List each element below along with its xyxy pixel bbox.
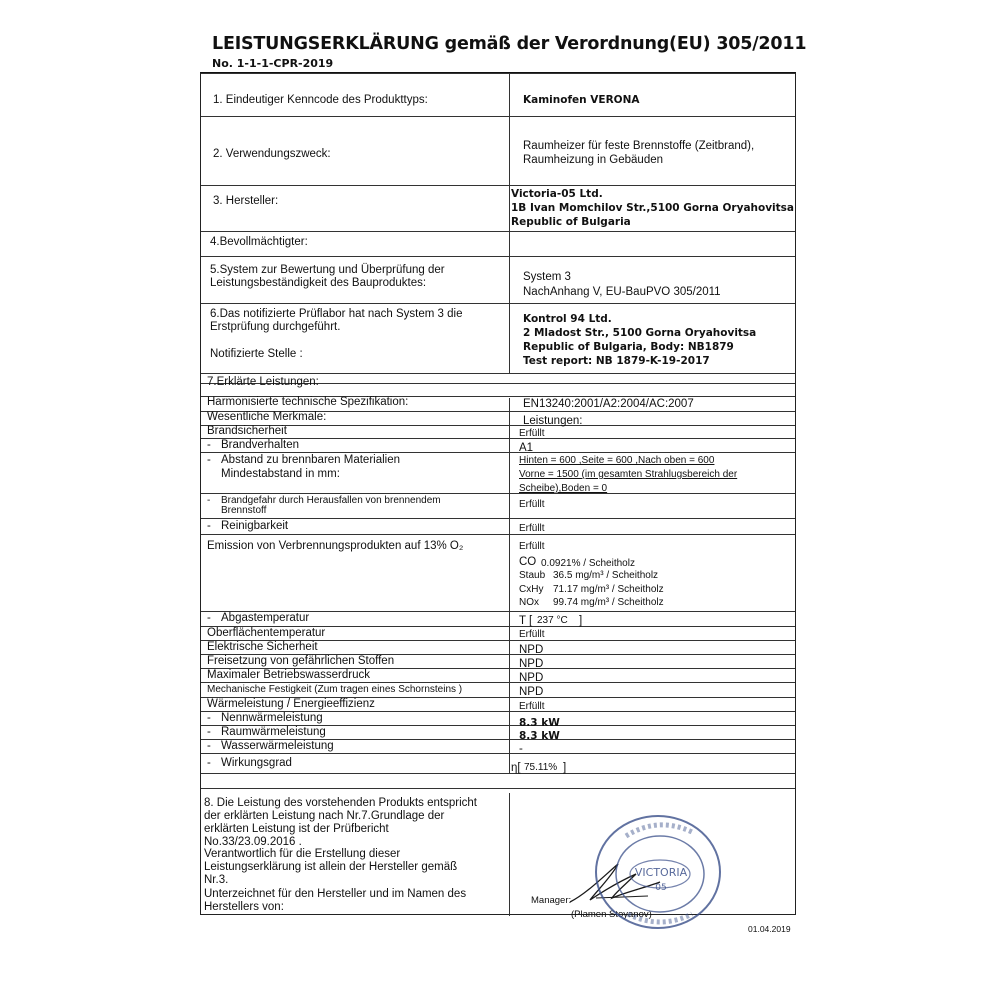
wirkungsgrad-label: Wirkungsgrad (221, 757, 292, 769)
freisetzung-value: NPD (519, 658, 544, 670)
row-divider (201, 373, 795, 374)
row-3-value-line-2: 1B Ivan Momchilov Str.,5100 Gorna Oryahovitsa (511, 202, 795, 214)
elektrische-label: Elektrische Sicherheit (207, 641, 318, 653)
emission-value: Erfüllt (519, 541, 545, 552)
row-divider (201, 231, 795, 232)
row-3-label: 3. Hersteller: (213, 195, 279, 207)
merkmale-value: Leistungen: (523, 415, 583, 427)
abstand-value-line-3: Scheibe),Boden = 0 (519, 483, 608, 494)
column-divider (509, 73, 510, 373)
abstand-label-line-1: Abstand zu brennbaren Materialien (221, 454, 401, 466)
manager-name: (Plamen Stoyanov) (571, 909, 652, 920)
row-6-label-line-1: 6.Das notifizierte Prüflabor hat nach System 3 die (210, 308, 463, 320)
emission-cxhy-value: 71.17 mg/m³ / Scheitholz (553, 584, 664, 595)
bullet-dash: - (207, 520, 211, 532)
stamp-text: VICTORIA (634, 866, 688, 879)
abgastemperatur-suffix: ] (579, 615, 583, 627)
section-8-line-6: Leistungserklärung ist allein der Hersteller gemäß (204, 861, 458, 873)
wasserwaerme-value: - (519, 743, 523, 755)
abstand-label-line-2: Mindestabstand in mm: (221, 468, 340, 480)
stamp-number: 05 (655, 883, 667, 893)
emission-staub-value: 36.5 mg/m³ / Scheitholz (553, 570, 659, 581)
row-divider (201, 256, 795, 257)
brandgefahr-value: Erfüllt (519, 499, 545, 510)
wasserwaerme-label: Wasserwärmeleistung (221, 740, 334, 752)
abgastemperatur-value: 237 °C (537, 615, 568, 626)
bullet-dash: - (207, 439, 211, 451)
row-2-value-line-1: Raumheizer für feste Brennstoffe (Zeitbrand), (523, 140, 755, 152)
abstand-value-line-1: Hinten = 600 ,Seite = 600 ,Nach oben = 600 (519, 455, 715, 466)
section-8-line-1: 8. Die Leistung des vorstehenden Produkts entspricht (204, 797, 477, 809)
row-divider (201, 116, 795, 117)
row-3-value-line-3: Republic of Bulgaria (511, 216, 631, 228)
freisetzung-label: Freisetzung von gefährlichen Stoffen (207, 655, 395, 667)
column-divider (509, 398, 510, 773)
section-8-line-9: Herstellers von: (204, 901, 284, 913)
section-8-line-5: Verantwortlich für die Erstellung dieser (204, 848, 401, 860)
section-8-line-4: No.33/23.09.2016 . (204, 836, 302, 848)
raumwaerme-value: 8.3 kW (519, 730, 560, 742)
row-divider (201, 185, 795, 186)
bullet-dash: - (207, 612, 211, 624)
bullet-dash: - (207, 726, 211, 738)
emission-co-value: 0.0921% / Scheitholz (541, 558, 635, 569)
brandverhalten-value: A1 (519, 442, 534, 454)
row-divider (201, 773, 795, 774)
row-2-value-line-2: Raumheizung in Gebäuden (523, 154, 664, 166)
abgastemperatur-prefix: T [ (519, 615, 533, 627)
row-5-label-line-1: 5.System zur Bewertung und Überprüfung der (210, 264, 445, 276)
manager-label: Manager: (531, 895, 572, 906)
brandsicherheit-label: Brandsicherheit (207, 425, 287, 437)
brandsicherheit-value: Erfüllt (519, 428, 545, 439)
row-6-value-line-2: 2 Mladost Str., 5100 Gorna Oryahovitsa (523, 327, 757, 339)
emission-nox-name: NOx (519, 597, 539, 608)
wirkungsgrad-prefix: η[ (511, 762, 521, 774)
row-1-label: 1. Eindeutiger Kenncode des Produkttyps: (213, 94, 428, 106)
row-5-value-line-1: System 3 (523, 271, 571, 283)
company-stamp (588, 810, 728, 935)
row-divider (201, 753, 795, 754)
row-divider (201, 425, 795, 426)
row-5-value-line-2: NachAnhang V, EU-BauPVO 305/2011 (523, 286, 721, 298)
reinigbarkeit-value: Erfüllt (519, 523, 545, 534)
reinigbarkeit-label: Reinigbarkeit (221, 520, 289, 532)
row-6-value-line-1: Kontrol 94 Ltd. (523, 313, 612, 325)
row-5-label-line-2: Leistungsbeständigkeit des Bauproduktes: (210, 277, 427, 289)
brandgefahr-label-line-1: Brandgefahr durch Herausfallen von brennendem (221, 495, 441, 506)
section-8-line-2: der erklärten Leistung nach Nr.7.Grundlage der (204, 810, 445, 822)
row-4-label: 4.Bevollmächtigter: (210, 236, 308, 248)
row-divider (201, 303, 795, 304)
waerme-value: Erfüllt (519, 701, 545, 712)
spec-label: Harmonisierte technische Spezifikation: (207, 396, 409, 408)
mechanische-value: NPD (519, 686, 544, 698)
bullet-dash: - (207, 740, 211, 752)
emission-co-name: CO (519, 556, 537, 568)
row-divider (201, 682, 795, 683)
brandgefahr-label-line-2: Brennstoff (221, 505, 267, 516)
row-divider (201, 493, 795, 494)
oberflaechen-label: Oberflächentemperatur (207, 627, 326, 639)
row-1-value: Kaminofen VERONA (523, 94, 640, 106)
nennwaerme-value: 8.3 kW (519, 717, 560, 729)
row-divider (201, 518, 795, 519)
page-title: LEISTUNGSERKLÄRUNG gemäß der Verordnung(EU) 305/2011 (212, 34, 807, 54)
row-6-value-line-4: Test report: NB 1879-K-19-2017 (523, 355, 710, 367)
row-3-value-line-1: Victoria-05 Ltd. (511, 188, 603, 200)
bullet-dash: - (207, 495, 211, 506)
signature-date: 01.04.2019 (748, 924, 791, 934)
oberflaechen-value: Erfüllt (519, 629, 545, 640)
section-8-line-3: erklärten Leistung ist der Prüfbericht (204, 823, 389, 835)
emission-cxhy-name: CxHy (519, 584, 544, 595)
emission-label: Emission von Verbrennungsprodukten auf 13% O₂ (207, 540, 464, 552)
wirkungsgrad-value: 75.11% (524, 762, 558, 773)
mechanische-label: Mechanische Festigkeit (Zum tragen eines Schornsteins ) (207, 684, 463, 695)
merkmale-label: Wesentliche Merkmale: (207, 411, 327, 423)
abgastemperatur-label: Abgastemperatur (221, 612, 310, 624)
betriebswasser-label: Maximaler Betriebswasserdruck (207, 669, 370, 681)
elektrische-value: NPD (519, 644, 544, 656)
bullet-dash: - (207, 712, 211, 724)
spec-value: EN13240:2001/A2:2004/AC:2007 (523, 398, 694, 410)
waerme-label: Wärmeleistung / Energieeffizienz (207, 698, 375, 710)
declaration-table (200, 72, 796, 920)
emission-nox-value: 99.74 mg/m³ / Scheitholz (553, 597, 664, 608)
brandverhalten-label: Brandverhalten (221, 439, 299, 451)
row-divider (201, 73, 795, 74)
row-divider (201, 788, 795, 789)
column-divider (509, 793, 510, 916)
betriebswasser-value: NPD (519, 672, 544, 684)
row-divider (201, 534, 795, 535)
row-6-label-line-2: Erstprüfung durchgeführt. (210, 321, 341, 333)
section-8-line-8: Unterzeichnet für den Hersteller und im Namen des (204, 888, 467, 900)
row-2-label: 2. Verwendungszweck: (213, 148, 331, 160)
emission-staub-name: Staub (519, 570, 546, 581)
wirkungsgrad-suffix: ] (563, 762, 567, 774)
bullet-dash: - (207, 454, 211, 466)
document-number: No. 1-1-1-CPR-2019 (212, 57, 334, 70)
section-8-line-7: Nr.3. (204, 874, 229, 886)
raumwaerme-label: Raumwärmeleistung (221, 726, 326, 738)
nennwaerme-label: Nennwärmeleistung (221, 712, 323, 724)
section-7-heading: 7.Erklärte Leistungen: (207, 376, 319, 388)
abstand-value-line-2: Vorne = 1500 (im gesamten Strahlugsbereich der (519, 469, 738, 480)
bullet-dash: - (207, 757, 211, 769)
row-6-label-line-3: Notifizierte Stelle : (210, 348, 303, 360)
row-6-value-line-3: Republic of Bulgaria, Body: NB1879 (523, 341, 734, 353)
